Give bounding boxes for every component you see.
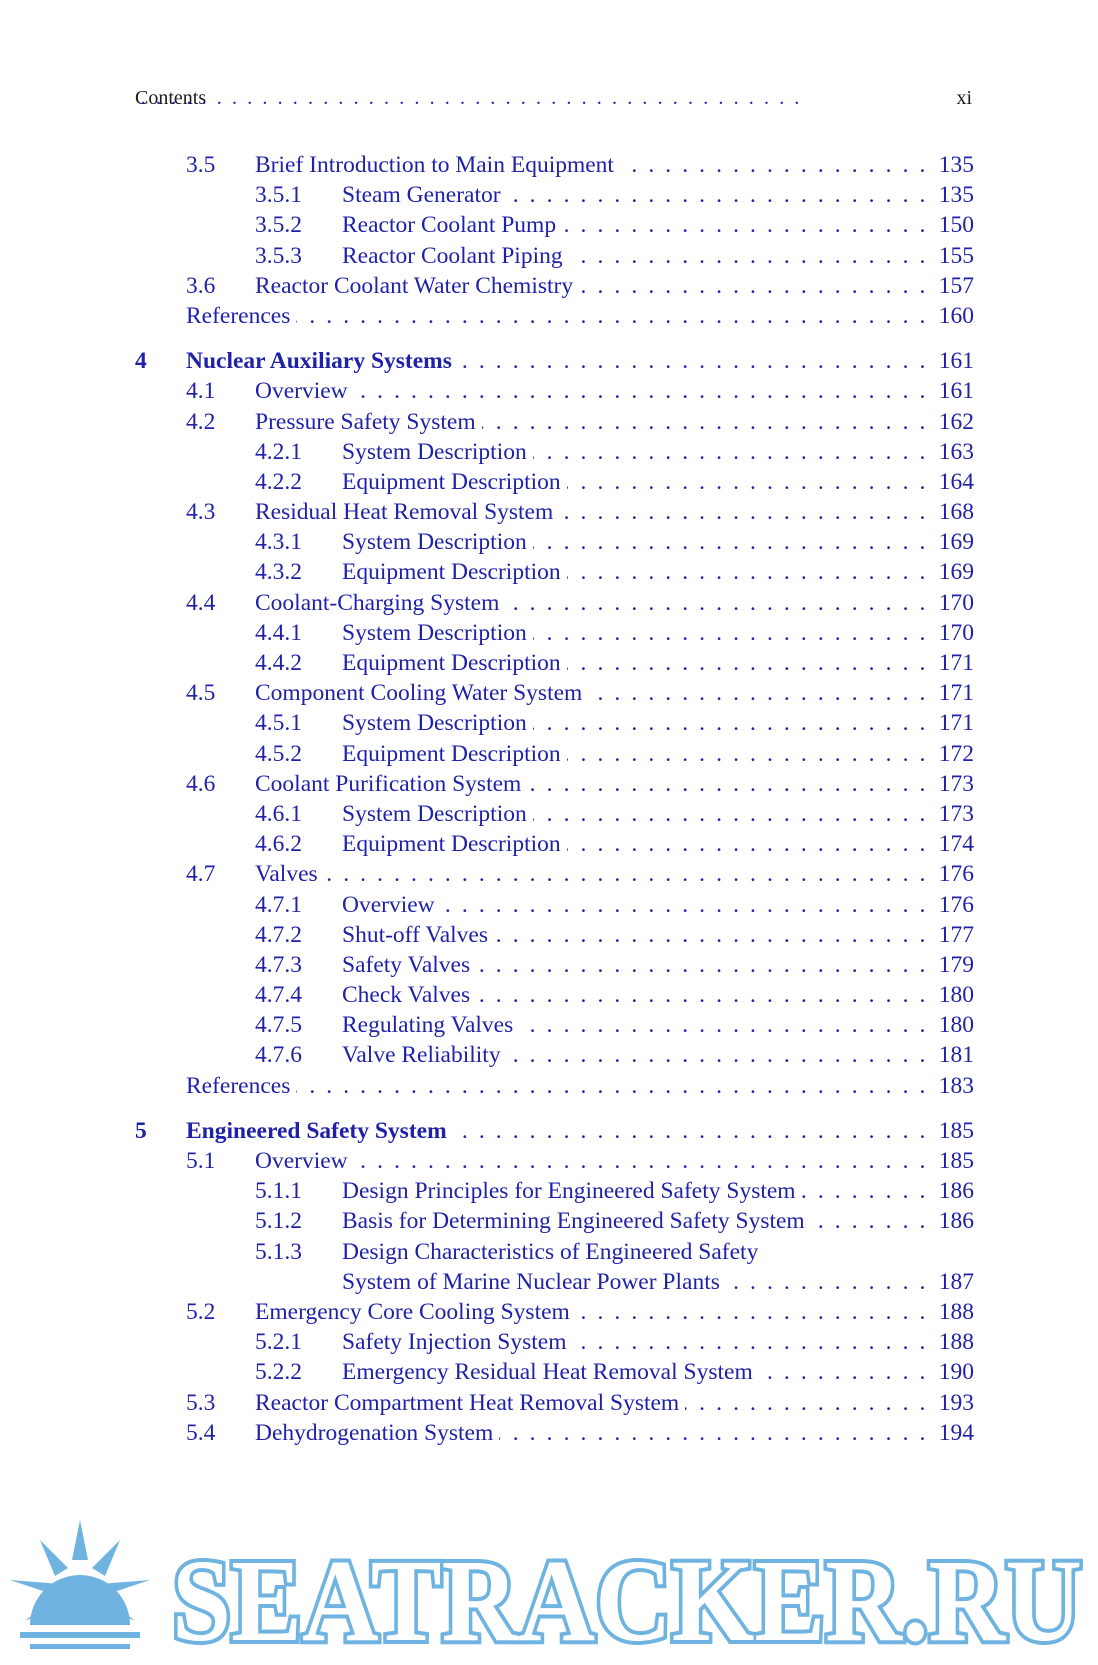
toc-entry-number: 5.2 bbox=[186, 1298, 216, 1325]
toc-entry[interactable] bbox=[0, 467, 1098, 497]
toc-entry[interactable] bbox=[0, 1010, 1098, 1040]
toc-entry-title-text: Emergency Residual Heat Removal System bbox=[342, 1359, 759, 1385]
toc-entry-title-text: Reactor Coolant Pump bbox=[342, 212, 562, 238]
toc-entry-number: 4.5.1 bbox=[255, 710, 302, 737]
toc-entry-page[interactable]: 161 bbox=[938, 378, 974, 405]
toc-entry-title-text: Check Valves bbox=[342, 982, 476, 1008]
toc-entry-number: 4.4.2 bbox=[255, 650, 302, 676]
toc-entry-title[interactable] bbox=[186, 1116, 928, 1146]
toc-entry-title-text: Reactor Compartment Heat Removal System bbox=[255, 1390, 685, 1416]
toc-entry-page[interactable]: 186 bbox=[938, 1208, 974, 1235]
toc-entry-title[interactable] bbox=[342, 950, 928, 980]
toc-entry[interactable] bbox=[0, 859, 1098, 889]
toc-entry-title-text: Equipment Description bbox=[342, 741, 567, 767]
toc-entry-page[interactable]: 188 bbox=[938, 1298, 974, 1325]
toc-entry-title-text: Emergency Core Cooling System bbox=[255, 1299, 576, 1325]
toc-entry-number: 5.2.1 bbox=[255, 1329, 302, 1356]
toc-entry-title-text: System of Marine Nuclear Power Plants bbox=[342, 1269, 726, 1295]
toc-entry-page[interactable]: 171 bbox=[938, 650, 974, 676]
toc-entry-title[interactable] bbox=[255, 769, 928, 799]
toc-entry-page[interactable]: 164 bbox=[938, 468, 974, 495]
toc-entry[interactable] bbox=[0, 527, 1098, 557]
toc-entry-number: 4.7.1 bbox=[255, 891, 302, 918]
toc-entry-title-text: Regulating Valves bbox=[342, 1012, 519, 1038]
toc-entry[interactable] bbox=[0, 210, 1098, 240]
toc-entry-number: 3.5.3 bbox=[255, 242, 302, 269]
toc-entry-title[interactable] bbox=[342, 241, 928, 271]
toc-entry[interactable] bbox=[0, 1237, 1098, 1267]
toc-entry-title-text: Design Principles for Engineered Safety System bbox=[342, 1178, 802, 1204]
toc-entry[interactable] bbox=[0, 769, 1098, 799]
toc-entry-number: 5.1.1 bbox=[255, 1178, 302, 1205]
toc-entry-page[interactable]: 168 bbox=[938, 499, 974, 526]
toc-entry-page[interactable]: 157 bbox=[938, 272, 974, 299]
toc-entry-page[interactable]: 180 bbox=[938, 1012, 974, 1039]
toc-entry[interactable] bbox=[0, 1267, 1098, 1297]
toc-entry-title-text: Component Cooling Water System bbox=[255, 680, 588, 706]
watermark bbox=[0, 1500, 1098, 1665]
toc-entry-title[interactable] bbox=[255, 588, 928, 618]
toc-entry-number: 3.5.2 bbox=[255, 212, 302, 239]
toc-entry-title[interactable] bbox=[186, 346, 928, 376]
toc-entry-page[interactable]: 180 bbox=[938, 982, 974, 1009]
sun-logo-icon bbox=[10, 1520, 150, 1649]
toc-entry-title-text: Pressure Safety System bbox=[255, 409, 482, 435]
toc-entry-title[interactable] bbox=[186, 301, 928, 331]
toc-entry[interactable] bbox=[0, 271, 1098, 301]
toc-entry[interactable] bbox=[0, 678, 1098, 708]
toc-entry-page[interactable]: 169 bbox=[938, 559, 974, 586]
toc-entry-title[interactable] bbox=[342, 890, 928, 920]
toc-entry-page[interactable]: 185 bbox=[938, 1148, 974, 1174]
toc-entry[interactable] bbox=[0, 1357, 1098, 1387]
toc-entry-title-text: Coolant Purification System bbox=[255, 771, 527, 797]
toc-entry-page[interactable]: 187 bbox=[938, 1268, 974, 1295]
toc-entry[interactable] bbox=[0, 799, 1098, 829]
toc-entry-number: 4.7.6 bbox=[255, 1042, 302, 1069]
toc-entry-number: 3.5 bbox=[186, 152, 216, 178]
toc-entry[interactable] bbox=[0, 648, 1098, 678]
toc-entry-title-text: References bbox=[186, 1073, 296, 1099]
toc-entry-number: 5.1.2 bbox=[255, 1208, 302, 1235]
toc-entry-title[interactable] bbox=[342, 1267, 928, 1297]
toc-entry-number: 5.4 bbox=[186, 1419, 216, 1446]
toc-entry-title-text: System Description bbox=[342, 529, 533, 555]
toc-entry-title-text: Steam Generator bbox=[342, 182, 507, 208]
toc-entry-number: 4.3.2 bbox=[255, 559, 302, 586]
toc-entry-page[interactable]: 183 bbox=[938, 1072, 974, 1099]
toc-entry[interactable] bbox=[0, 1146, 1098, 1176]
toc-entry-title-text: Nuclear Auxiliary Systems bbox=[186, 348, 458, 374]
toc-entry-number: 4.2.1 bbox=[255, 438, 302, 465]
toc-entry[interactable] bbox=[0, 1388, 1098, 1418]
toc-entry-title[interactable] bbox=[342, 708, 928, 738]
toc-entry-page[interactable]: 193 bbox=[938, 1389, 974, 1416]
toc-entry-title-text: Residual Heat Removal System bbox=[255, 499, 559, 525]
toc-entry-page[interactable]: 176 bbox=[938, 861, 974, 888]
toc-entry-number: 5 bbox=[135, 1117, 147, 1144]
toc-entry-page[interactable]: 185 bbox=[938, 1117, 974, 1144]
toc-entry-title[interactable] bbox=[342, 829, 928, 859]
toc-entry-title-text: Reactor Coolant Water Chemistry bbox=[255, 273, 579, 299]
toc-entry[interactable] bbox=[0, 1206, 1098, 1236]
toc-entry-number: 4.6 bbox=[186, 770, 216, 797]
toc-entry-title[interactable] bbox=[342, 1357, 928, 1387]
toc-entry-page[interactable]: 150 bbox=[938, 212, 974, 239]
toc-entry[interactable] bbox=[0, 180, 1098, 210]
toc-entry[interactable] bbox=[0, 150, 1098, 180]
toc-entry[interactable] bbox=[0, 829, 1098, 859]
toc-entry-number: 5.2.2 bbox=[255, 1359, 302, 1386]
toc-entry-title[interactable] bbox=[255, 1388, 928, 1418]
toc-entry-title-text: System Description bbox=[342, 801, 533, 827]
toc-entry-page[interactable]: 176 bbox=[938, 891, 974, 918]
toc-entry-title[interactable] bbox=[342, 1327, 928, 1357]
toc-entry-number: 5.1.3 bbox=[255, 1238, 302, 1265]
toc-entry-number: 4.7.4 bbox=[255, 982, 302, 1009]
toc-entry-title-text: Valve Reliability bbox=[342, 1042, 507, 1068]
toc-entry-title-text: System Description bbox=[342, 439, 533, 465]
toc-entry-title-text: Equipment Description bbox=[342, 831, 567, 857]
toc-entry[interactable] bbox=[0, 1418, 1098, 1448]
toc-entry-title[interactable] bbox=[255, 497, 928, 527]
toc-entry-page[interactable]: 161 bbox=[938, 348, 974, 375]
toc-entry-number: 4.7 bbox=[186, 861, 216, 888]
toc-entry-title-text: Brief Introduction to Main Equipment bbox=[255, 152, 620, 178]
toc-entry[interactable] bbox=[0, 1040, 1098, 1070]
toc-entry-title[interactable] bbox=[342, 467, 928, 497]
toc-entry[interactable] bbox=[0, 376, 1098, 406]
toc-entry[interactable] bbox=[0, 1297, 1098, 1327]
toc-entry-title-text: Safety Injection System bbox=[342, 1329, 573, 1355]
toc-entry-title-text: Design Characteristics of Engineered Safety bbox=[342, 1239, 764, 1265]
toc-entry-page[interactable]: 179 bbox=[938, 951, 974, 978]
table-of-contents bbox=[0, 150, 1098, 1448]
running-head-page-number: xi bbox=[956, 87, 972, 109]
toc-entry-title[interactable] bbox=[255, 376, 928, 406]
toc-entry[interactable] bbox=[0, 588, 1098, 618]
toc-entry[interactable] bbox=[0, 301, 1098, 331]
toc-entry-title[interactable] bbox=[342, 980, 928, 1010]
toc-entry-number: 4.1 bbox=[186, 378, 216, 405]
toc-entry-page[interactable]: 190 bbox=[938, 1359, 974, 1386]
toc-entry-title[interactable] bbox=[186, 1071, 928, 1101]
toc-entry[interactable] bbox=[0, 1327, 1098, 1357]
toc-entry-title[interactable] bbox=[342, 618, 928, 648]
toc-entry-page[interactable]: 188 bbox=[938, 1329, 974, 1356]
watermark-text: SEATRACKER.RU bbox=[172, 1535, 1082, 1665]
toc-entry[interactable] bbox=[0, 708, 1098, 738]
toc-entry-title-text: System Description bbox=[342, 620, 533, 646]
toc-entry-title-text: Overview bbox=[342, 892, 441, 918]
toc-entry-number: 4.4.1 bbox=[255, 619, 302, 646]
toc-entry[interactable] bbox=[0, 890, 1098, 920]
toc-entry-number: 3.6 bbox=[186, 272, 216, 299]
toc-entry-title[interactable] bbox=[342, 648, 928, 678]
toc-entry-title-text: Valves bbox=[255, 861, 324, 887]
toc-entry-title[interactable] bbox=[255, 1146, 928, 1176]
running-head-title: Contents . . . bbox=[135, 87, 802, 110]
toc-entry-page[interactable]: 173 bbox=[938, 770, 974, 797]
toc-entry-title[interactable] bbox=[342, 1176, 928, 1206]
toc-entry-title-text: Shut-off Valves bbox=[342, 922, 494, 948]
toc-entry-page[interactable]: 160 bbox=[938, 302, 974, 329]
toc-entry-title-text: Dehydrogenation System bbox=[255, 1420, 499, 1446]
toc-entry-page[interactable]: 169 bbox=[938, 529, 974, 556]
toc-chapter-entry[interactable] bbox=[0, 346, 1098, 376]
toc-entry-title[interactable] bbox=[342, 180, 928, 210]
toc-entry[interactable] bbox=[0, 241, 1098, 271]
toc-entry[interactable] bbox=[0, 920, 1098, 950]
toc-entry[interactable] bbox=[0, 1071, 1098, 1101]
toc-entry[interactable] bbox=[0, 739, 1098, 769]
toc-entry-number: 4.2.2 bbox=[255, 468, 302, 495]
toc-entry-number: 5.1 bbox=[186, 1148, 216, 1174]
toc-entry-page[interactable]: 162 bbox=[938, 408, 974, 435]
toc-entry-title-text: Coolant-Charging System bbox=[255, 590, 505, 616]
toc-entry-page[interactable]: 155 bbox=[938, 242, 974, 269]
toc-entry-title[interactable] bbox=[255, 859, 928, 889]
toc-entry-number: 4.7.2 bbox=[255, 921, 302, 948]
toc-entry-number: 4.7.3 bbox=[255, 951, 302, 978]
toc-entry-number: 4.6.1 bbox=[255, 800, 302, 827]
toc-entry-number: 4.3 bbox=[186, 499, 216, 526]
toc-entry-title[interactable] bbox=[255, 678, 928, 708]
toc-entry-number: 4.5 bbox=[186, 680, 216, 707]
toc-entry-number: 3.5.1 bbox=[255, 182, 302, 209]
toc-entry[interactable] bbox=[0, 557, 1098, 587]
toc-entry-title[interactable] bbox=[255, 1297, 928, 1327]
toc-entry-title[interactable] bbox=[342, 1040, 928, 1070]
toc-entry-title-text: System Description bbox=[342, 710, 533, 736]
toc-entry-title-text: Overview bbox=[255, 1148, 354, 1174]
toc-entry-page[interactable]: 170 bbox=[938, 619, 974, 646]
toc-entry-number: 4.3.1 bbox=[255, 529, 302, 556]
toc-entry-number: 4.2 bbox=[186, 408, 216, 435]
toc-entry-page[interactable]: 194 bbox=[938, 1419, 974, 1446]
toc-entry-title[interactable] bbox=[342, 1206, 928, 1236]
toc-entry[interactable] bbox=[0, 437, 1098, 467]
toc-entry-title-text: References bbox=[186, 303, 296, 329]
toc-entry-page[interactable]: 135 bbox=[938, 182, 974, 209]
toc-entry-title[interactable] bbox=[342, 799, 928, 829]
toc-entry-page[interactable]: 186 bbox=[938, 1178, 974, 1205]
running-head bbox=[135, 87, 972, 117]
toc-entry[interactable] bbox=[0, 950, 1098, 980]
toc-entry-number: 4.6.2 bbox=[255, 831, 302, 858]
toc-entry-title-text: Engineered Safety System bbox=[186, 1118, 453, 1144]
toc-entry[interactable] bbox=[0, 618, 1098, 648]
toc-entry-number: 5.3 bbox=[186, 1389, 216, 1416]
toc-entry-page[interactable]: 171 bbox=[938, 710, 974, 737]
toc-entry-page[interactable]: 171 bbox=[938, 680, 974, 707]
toc-entry-title-text: Basis for Determining Engineered Safety System bbox=[342, 1208, 811, 1234]
toc-entry-title[interactable] bbox=[255, 1418, 928, 1448]
toc-entry-title[interactable] bbox=[342, 210, 928, 240]
toc-entry[interactable] bbox=[0, 1176, 1098, 1206]
toc-entry-number: 4.4 bbox=[186, 589, 216, 616]
toc-entry-number: 4.5.2 bbox=[255, 740, 302, 767]
toc-entry-title[interactable] bbox=[342, 1237, 928, 1267]
toc-entry-title[interactable] bbox=[255, 271, 928, 301]
toc-entry-title-text: Overview bbox=[255, 378, 354, 404]
toc-entry-page[interactable]: 177 bbox=[938, 921, 974, 948]
toc-entry-title-text: Equipment Description bbox=[342, 469, 567, 495]
toc-entry-page[interactable]: 170 bbox=[938, 589, 974, 616]
toc-entry-title[interactable] bbox=[255, 407, 928, 437]
toc-entry-page[interactable]: 181 bbox=[938, 1042, 974, 1069]
toc-chapter-entry[interactable] bbox=[0, 1116, 1098, 1146]
toc-entry[interactable] bbox=[0, 980, 1098, 1010]
toc-entry-title[interactable] bbox=[255, 150, 928, 180]
toc-entry[interactable] bbox=[0, 497, 1098, 527]
toc-entry-title[interactable] bbox=[342, 557, 928, 587]
toc-entry-title[interactable] bbox=[342, 437, 928, 467]
toc-entry[interactable] bbox=[0, 407, 1098, 437]
toc-entry-title[interactable] bbox=[342, 920, 928, 950]
toc-entry-title[interactable] bbox=[342, 527, 928, 557]
toc-entry-page[interactable]: 135 bbox=[938, 152, 974, 178]
toc-entry-page[interactable]: 163 bbox=[938, 438, 974, 465]
toc-entry-title-text: Reactor Coolant Piping bbox=[342, 243, 569, 269]
toc-entry-number: 4.7.5 bbox=[255, 1012, 302, 1039]
toc-entry-title-text: Safety Valves bbox=[342, 952, 476, 978]
toc-entry-number: 4 bbox=[135, 348, 147, 375]
toc-entry-title-text: Equipment Description bbox=[342, 559, 567, 585]
toc-entry-page[interactable]: 174 bbox=[938, 831, 974, 858]
toc-entry-title[interactable] bbox=[342, 739, 928, 769]
toc-entry-title-text: Equipment Description bbox=[342, 650, 567, 676]
toc-entry-page[interactable]: 173 bbox=[938, 800, 974, 827]
toc-entry-page[interactable]: 172 bbox=[938, 740, 974, 767]
toc-entry-title[interactable] bbox=[342, 1010, 928, 1040]
